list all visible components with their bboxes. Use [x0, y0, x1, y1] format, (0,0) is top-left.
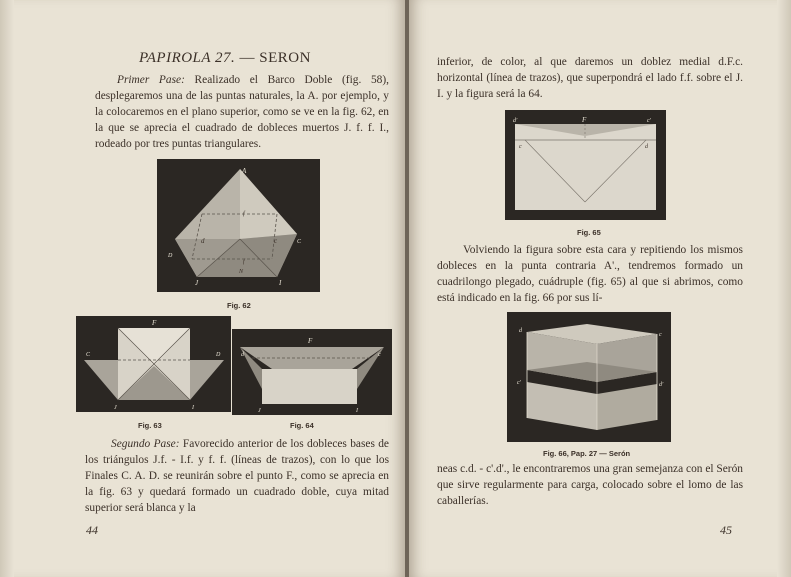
fig66-label-c-prime: c' — [517, 380, 521, 386]
figure-66-caption: Fig. 66, Pap. 27 — Serón — [543, 449, 631, 458]
page-heading — [60, 50, 390, 67]
figure-63-photo — [76, 316, 231, 412]
fig62-label-N: N — [239, 269, 244, 275]
fig65-label-c: c — [519, 144, 522, 150]
heading-title: PAPIROLA 27. — [139, 50, 236, 66]
paragraph-text: Realizado el Barco Doble (fig. 58), desplegaremos una de las puntas naturales, la A. por ejemplo, y la colocaremos en el plano superior, como se ve en la fig. 62, en la que se aprecia el cuadrado de dobleces muertos J. f. f. I., rodeado por tres puntas triangulares. — [95, 74, 389, 150]
fig63-label-J: J — [114, 405, 117, 411]
fig65-label-c-prime: c' — [647, 118, 651, 124]
paragraph-lead: Segundo Pase: — [111, 438, 180, 450]
figure-62-illustration — [157, 159, 320, 292]
fig62-label-f-top: f — [243, 211, 245, 217]
figure-64-photo — [232, 329, 392, 415]
paragraph-lead: Primer Pase: — [117, 74, 185, 86]
paragraph-segundo-pase — [85, 436, 389, 516]
figure-65-illustration — [505, 110, 666, 220]
paragraph-text: Volviendo la figura sobre esta cara y repitiendo los mismos dobleces en la punta contraria A'., tendremos formado un cuadrilongo plegado, cuádruple (fig. 65) al que si abrimos, como está indicado en la fig. 66 por sus lí- — [437, 244, 743, 304]
figure-62-caption: Fig. 62 — [227, 301, 251, 310]
fig62-label-D: D — [168, 253, 173, 259]
paragraph-text: neas c.d. - c'.d'., le encontraremos una gran semejanza con el Serón que sirve regularmente para carga, colocado sobre el lomo de las caballerías. — [437, 463, 743, 507]
fig64-label-I: I — [356, 408, 358, 414]
fig65-label-d-prime: d' — [513, 118, 518, 124]
fig65-label-d: d — [645, 144, 648, 150]
fig62-label-f-bottom: f — [243, 259, 245, 265]
fig62-label-I: I — [279, 279, 282, 287]
fig62-label-c: c — [274, 237, 278, 245]
left-page-edge — [0, 0, 14, 577]
paragraph-conclusion — [437, 461, 743, 509]
fig62-label-J: J — [195, 279, 199, 287]
fig64-label-F: F — [308, 337, 313, 345]
paragraph-text: inferior, de color, al que daremos un doblez medial d.F.c. horizontal (línea de trazos), que superpondrá el lado f.f. sobre el J. I. y la figura será la 64. — [437, 56, 743, 100]
fig64-label-J: J — [258, 408, 261, 414]
paragraph-text: Favorecido anterior de los dobleces bases de los triángulos J.f. - I.f. y f. f. (líneas de trazos), con lo que los Finales C. A. D. se reunirán sobre el punto F., como se aprecia en la fig. 63 y quedará formado un cuadrado doble, cuya mitad superior será blanca y la — [85, 438, 389, 514]
page-number-left: 44 — [86, 523, 98, 537]
fig66-label-d: d — [519, 328, 522, 334]
fig66-label-c: c — [659, 332, 662, 338]
fig63-label-I: I — [192, 405, 194, 411]
figure-65-caption: Fig. 65 — [577, 228, 601, 237]
heading-separator: — — [239, 50, 256, 66]
figure-64-illustration — [232, 329, 392, 415]
fig64-label-d: d — [241, 352, 244, 358]
figure-63-caption: Fig. 63 — [138, 421, 162, 430]
heading-subject: SERON — [259, 50, 311, 66]
figure-65-photo — [505, 110, 666, 220]
fig63-label-C: C — [86, 352, 91, 358]
figure-62-photo — [157, 159, 320, 292]
fig64-label-c: c — [378, 352, 381, 358]
fig63-label-D: D — [216, 352, 221, 358]
fig65-label-F: F — [582, 116, 587, 124]
figure-66-illustration — [507, 312, 671, 442]
paragraph-volviendo — [437, 242, 743, 306]
figure-63-illustration — [76, 316, 231, 412]
fig62-label-d: d — [201, 237, 205, 245]
fig63-label-F: F — [152, 319, 157, 327]
figure-64-caption: Fig. 64 — [290, 421, 314, 430]
paragraph-continuation — [437, 54, 743, 102]
fig62-label-a: A — [242, 167, 247, 175]
page-number-right: 45 — [720, 523, 732, 537]
right-page-edge — [777, 0, 791, 577]
figure-66-photo — [507, 312, 671, 442]
fig66-label-d-prime: d' — [659, 382, 664, 388]
paragraph-primer-pase — [95, 72, 389, 152]
fig62-label-C: C — [297, 239, 302, 245]
